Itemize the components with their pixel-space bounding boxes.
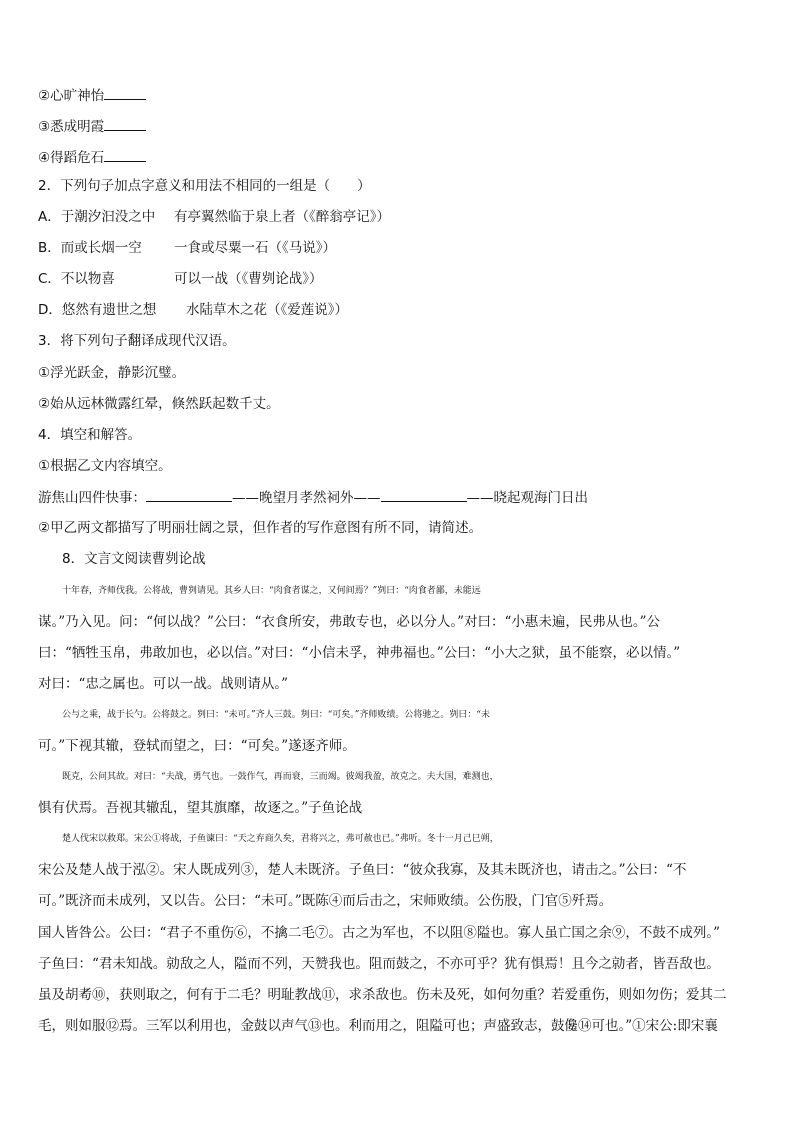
passage-line: 惧有伏焉。吾视其辙乱，望其旗靡，故逐之。”子鱼论战 bbox=[38, 800, 363, 816]
q1-item-2-text: ②心旷神怡 bbox=[38, 88, 105, 104]
q1-item-3-text: ③悉成明霞 bbox=[38, 119, 105, 135]
passage-line: 既克，公问其故。对曰：“夫战，勇气也。一鼓作气，再而衰，三而竭。彼竭我盈，故克之。夫大国，难测也， bbox=[62, 772, 499, 782]
passage-line: 可。”既济而未成列，又以告。公曰：“未可。”既陈④而后击之，宋师败绩。公伤股，门官⑤歼焉。 bbox=[38, 893, 613, 909]
passage-line: 谋。”乃入见。问：“何以战？”公曰：“衣食所安，弗敢专也，必以分人。”对曰：“小惠未遍，民弗从也。”公 bbox=[38, 614, 661, 630]
passage-line: 毛，则如服⑫焉。三军以利用也，金鼓以声气⑬也。利而用之，阻隘可也；声盛致志，鼓儳⑭可也。”①宋公:即宋襄 bbox=[38, 1018, 718, 1034]
q4-item-2: ②甲乙两文都描写了明丽壮阔之景，但作者的写作意图有所不同，请简述。 bbox=[38, 520, 483, 536]
passage-line: 十年春，齐师伐我。公将战，曹刿请见。其乡人曰：“肉食者谋之，又何间焉？”刿曰：“肉食者鄙，未能远 bbox=[62, 586, 481, 596]
answer-blank[interactable] bbox=[381, 488, 467, 502]
passage-line: 可。”下视其辙，登轼而望之，曰：“可矣。”遂逐齐师。 bbox=[38, 738, 356, 754]
passage-line: 子鱼曰：“君未知战。勍敌之人，隘而不列，天赞我也。阻而鼓之，不亦可乎？犹有惧焉！且今之勍者，皆吾敌也。 bbox=[38, 956, 720, 972]
q2-option-a-left: A．于潮汐汩没之中 bbox=[38, 209, 156, 225]
passage-paragraph-3 bbox=[38, 768, 756, 817]
passage-paragraph-5 bbox=[38, 924, 756, 1035]
passage-line: 对曰：“忠之属也。可以一战。战则请从。” bbox=[38, 676, 289, 692]
q2-option-d-right: 水陆草木之花（《爱莲说》） bbox=[186, 302, 348, 318]
q4-fill-suffix: ——晓起观海门日出 bbox=[466, 490, 588, 506]
q3-item-1: ①浮光跃金，静影沉璧。 bbox=[38, 365, 186, 381]
q2-option-a bbox=[38, 208, 390, 226]
passage-paragraph-1 bbox=[38, 582, 756, 693]
passage-paragraph-2 bbox=[38, 706, 756, 755]
passage-line: 虽及胡耇⑩，获则取之，何有于二毛？明耻教战⑪，求杀敌也。伤未及死，如何勿重？若爱重伤，则如勿伤；爱其二 bbox=[38, 987, 727, 1003]
q2-option-b-left: B．而或长烟一空 bbox=[38, 240, 142, 256]
q4-stem: 4．填空和解答。 bbox=[38, 427, 142, 443]
passage-line: 曰：“牺牲玉帛，弗敢加也，必以信。”对曰：“小信未孚，神弗福也。”公曰：“小大之狱，虽不能察，必以情。” bbox=[38, 645, 681, 661]
q2-option-b-right: 一食或尽粟一石（《马说》） bbox=[174, 240, 336, 256]
q3-stem: 3．将下列句子翻译成现代汉语。 bbox=[38, 333, 236, 349]
q2-option-d bbox=[38, 301, 348, 319]
q2-option-a-right: 有亭翼然临于泉上者（《醉翁亭记》） bbox=[174, 209, 390, 225]
q1-item-4 bbox=[38, 148, 146, 167]
q4-fill-line bbox=[38, 488, 588, 507]
q2-option-c-left: C．不以物喜 bbox=[38, 271, 115, 287]
q2-option-d-left: D．悠然有遗世之想 bbox=[38, 302, 157, 318]
answer-blank[interactable] bbox=[146, 488, 232, 502]
q8-title: 8．文言文阅读曹刿论战 bbox=[62, 551, 206, 567]
q4-fill-prefix: 游焦山四件快事： bbox=[38, 490, 146, 506]
q1-item-2 bbox=[38, 86, 146, 105]
q3-item-2: ②始从远林微露红晕，倏然跃起数千丈。 bbox=[38, 396, 280, 412]
answer-blank[interactable] bbox=[104, 86, 146, 100]
answer-blank[interactable] bbox=[104, 117, 146, 131]
passage-line: 楚人伐宋以救郑。宋公①将战，子鱼谏曰：“天之弃商久矣，君将兴之，弗可赦也已。”弗听。冬十一月己巳朔， bbox=[62, 834, 499, 844]
q4-item-1: ①根据乙文内容填空。 bbox=[38, 458, 172, 474]
passage-paragraph-4 bbox=[38, 830, 756, 910]
answer-blank[interactable] bbox=[104, 148, 146, 162]
q2-stem: 2．下列句子加点字意义和用法不相同的一组是（ ） bbox=[38, 178, 371, 194]
q2-option-c-right: 可以一战（《曹刿论战》） bbox=[174, 271, 323, 287]
q1-item-3 bbox=[38, 117, 146, 136]
q1-item-4-text: ④得蹈危石 bbox=[38, 150, 105, 166]
passage-line: 公与之乘，战于长勺。公将鼓之。刿曰：“未可。”齐人三鼓。刿曰：“可矣。”齐师败绩。公将驰之。刿曰：“未 bbox=[62, 710, 491, 720]
q2-option-b bbox=[38, 239, 336, 257]
passage-line: 宋公及楚人战于泓②。宋人既成列③，楚人未既济。子鱼曰：“彼众我寡，及其未既济也，请击之。”公曰：“不 bbox=[38, 862, 687, 878]
q4-fill-mid: ——晚望月孝然祠外—— bbox=[232, 490, 381, 506]
passage-line: 国人皆咎公。公曰：“君子不重伤⑥，不擒二毛⑦。古之为军也，不以阻⑧隘也。寡人虽亡国之余⑨，不鼓不成列。” bbox=[38, 925, 721, 941]
q2-option-c bbox=[38, 270, 323, 288]
